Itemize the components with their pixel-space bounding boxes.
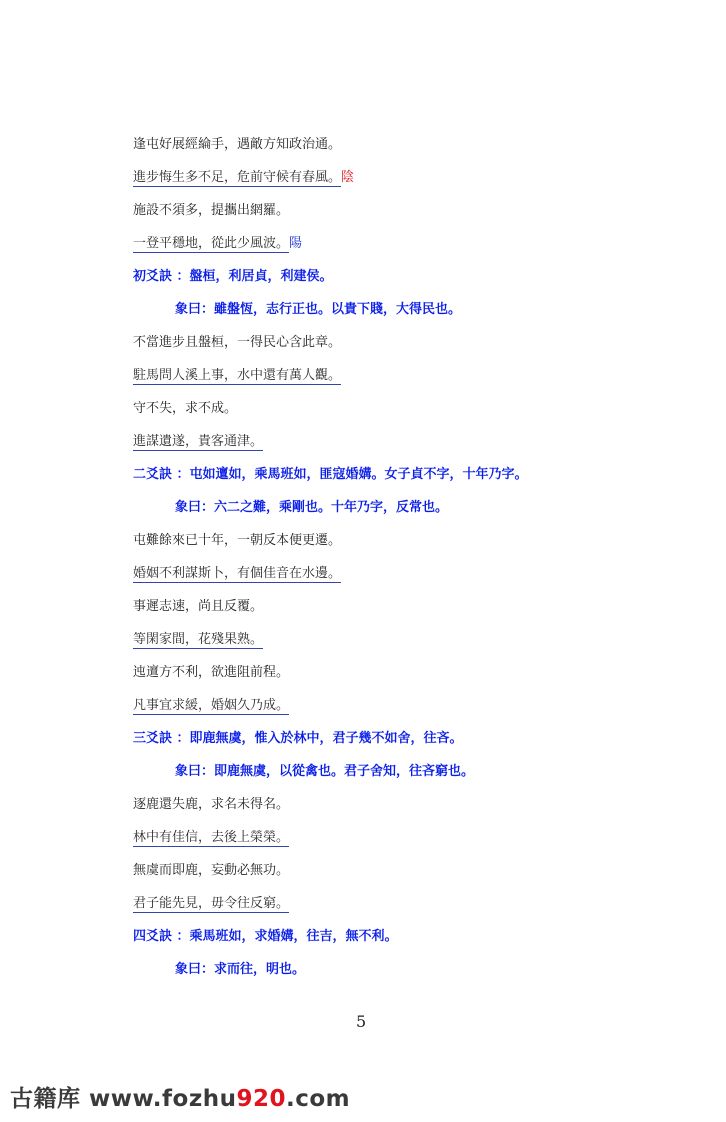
xiang-commentary: 象曰：即鹿無虞，以從禽也。君子舍知，往吝窮也。 <box>175 764 475 779</box>
verse-line-underlined: 婚姻不利謀斯卜，有個佳音在水邊。 <box>133 566 342 581</box>
verse-line-underlined: 等閑家間，花殘果熟。 <box>133 632 264 647</box>
page-number: 5 <box>356 1012 367 1031</box>
xiang-commentary: 象曰：雖盤恆，志行正也。以貴下賤，大得民也。 <box>175 302 462 317</box>
verse-line: 逐鹿還失鹿，求名未得名。 <box>133 797 290 812</box>
xiang-commentary: 象曰：六二之難，乘剛也。十年乃字，反常也。 <box>175 500 449 515</box>
verse-line-underlined: 君子能先見，毋令往反窮。 <box>133 896 290 911</box>
watermark-cn: 古籍库 <box>10 1086 81 1112</box>
verse-line-underlined: 林中有佳信，去後上榮榮。 <box>133 830 290 845</box>
watermark-url-prefix: www.fozhu <box>89 1086 237 1112</box>
verse-line: 事遲志速，尚且反覆。 <box>133 599 264 614</box>
verse-line: 施設不須多，提攜出網羅。 <box>133 203 290 218</box>
yao-heading: 三爻訣 ：即鹿無虞，惟入於林中，君子幾不如舍，往吝。 <box>133 731 463 746</box>
yao-heading: 二爻訣 ：屯如邅如，乘馬班如，匪寇婚媾。女子貞不字，十年乃字。 <box>133 467 528 482</box>
verse-line: 迍邅方不利，欲進阻前程。 <box>133 665 290 680</box>
verse-line: 屯難餘來已十年，一朝反本便更遷。 <box>133 533 342 548</box>
watermark-url-suffix: .com <box>285 1086 351 1112</box>
verse-line-underlined: 駐馬問人溪上事，水中還有萬人觀。 <box>133 368 342 383</box>
verse-line-underlined: 一登平穩地，從此少風波。陽 <box>133 236 303 251</box>
verse-line-underlined: 進謀遺遂，貴客通津。 <box>133 434 264 449</box>
verse-line: 無虞而即鹿，妄動必無功。 <box>133 863 290 878</box>
verse-line: 逢屯好展經綸手，遇敵方知政治通。 <box>133 137 342 152</box>
verse-line-underlined: 進步悔生多不足，危前守候有春風。陰 <box>133 170 355 185</box>
yao-heading: 初爻訣 ：盤桓，利居貞，利建侯。 <box>133 269 333 284</box>
yao-heading: 四爻訣 ：乘馬班如，求婚媾，往吉，無不利。 <box>133 929 398 944</box>
yin-tag: 陰 <box>341 170 355 185</box>
verse-line: 不當進步且盤桓，一得民心含此章。 <box>133 335 342 350</box>
xiang-commentary: 象曰：求而往，明也。 <box>175 962 306 977</box>
verse-line: 守不失，求不成。 <box>133 401 238 416</box>
verse-line-underlined: 凡事宜求緩，婚姻久乃成。 <box>133 698 290 713</box>
watermark-url-num: 920 <box>236 1086 286 1112</box>
site-watermark <box>10 1080 350 1113</box>
yang-tag: 陽 <box>289 236 303 251</box>
